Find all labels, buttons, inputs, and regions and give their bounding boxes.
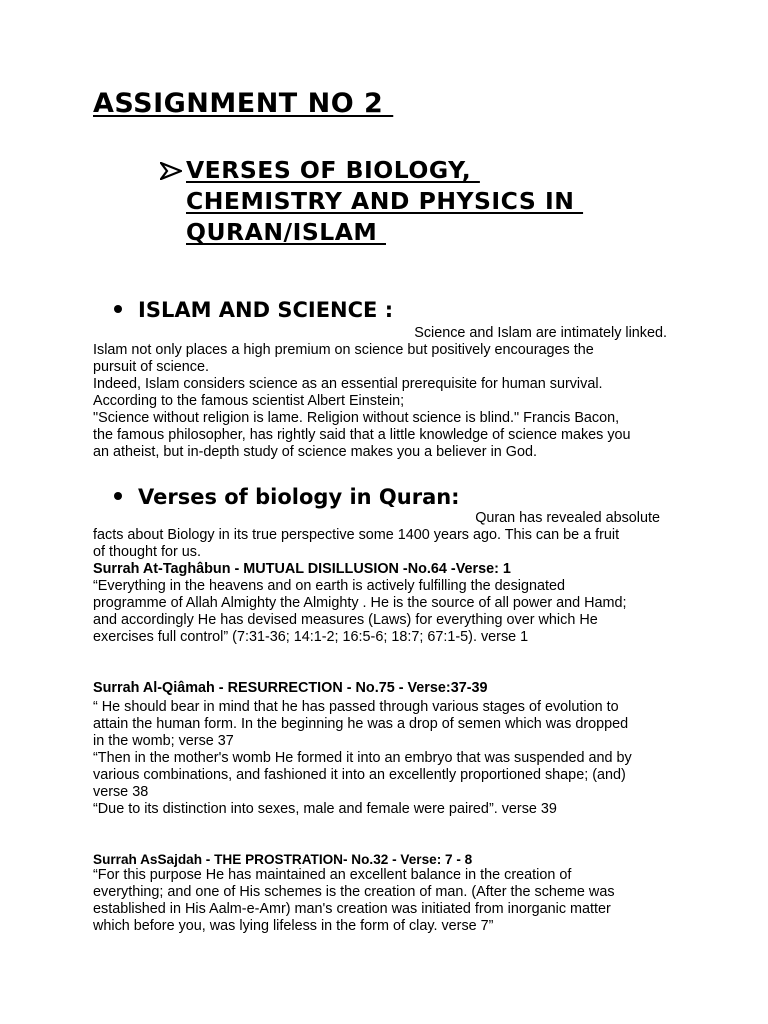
text-line: an atheist, but in-depth study of science makes you a believer in God.	[93, 444, 537, 460]
text-line: everything; and one of His schemes is the creation of man. (After the scheme was	[93, 884, 615, 900]
text-line: Islam not only places a high premium on science but positively encourages the	[93, 342, 594, 358]
text-line: pursuit of science.	[93, 359, 209, 375]
text-line: of thought for us.	[93, 544, 202, 560]
text-line: various combinations, and fashioned it into an excellently proportioned shape; (and)	[93, 767, 626, 783]
subheading-line: QURAN/ISLAM	[186, 218, 386, 246]
text-line: established in His Aalm-e-Amr) man's creation was initiated from inorganic matter	[93, 901, 611, 917]
section-heading-text: ISLAM AND SCIENCE :	[138, 298, 394, 322]
surah-body	[93, 578, 683, 646]
surah-title: Surrah At-Taghâbun - MUTUAL DISILLUSION -No.64 -Verse: 1	[93, 561, 511, 577]
text-line: exercises full control” (7:31-36; 14:1-2; 16:5-6; 18:7; 67:1-5). verse 1	[93, 629, 529, 645]
text-line: “ He should bear in mind that he has passed through various stages of evolution to	[93, 699, 619, 715]
text-line: "Science without religion is lame. Religion without science is blind." Francis Bacon,	[93, 410, 620, 426]
subheading-line: VERSES OF BIOLOGY,	[186, 156, 480, 184]
text-line: “Then in the mother's womb He formed it into an embryo that was suspended and by	[93, 750, 632, 766]
section-heading-islam-science	[114, 298, 393, 322]
text-line: “Due to its distinction into sexes, male and female were paired”. verse 39	[93, 801, 557, 817]
surah-title: Surrah AsSajdah - THE PROSTRATION- No.32 - Verse: 7 - 8	[93, 852, 473, 867]
section-heading-biology	[114, 485, 460, 509]
text-line: the famous philosopher, has rightly said that a little knowledge of science makes you	[93, 427, 631, 443]
text-line: Indeed, Islam considers science as an essential prerequisite for human survival.	[93, 376, 603, 392]
surah-body	[93, 867, 683, 935]
subheading	[160, 155, 583, 248]
text-line: “For this purpose He has maintained an excellent balance in the creation of	[93, 867, 572, 883]
text-line: “Everything in the heavens and on earth is actively fulfilling the designated	[93, 578, 565, 594]
surah-title: Surrah Al-Qiâmah - RESURRECTION - No.75 - Verse:37-39	[93, 680, 488, 696]
section-body-biology	[93, 510, 683, 561]
surah-body	[93, 699, 683, 818]
text-line: attain the human form. In the beginning he was a drop of semen which was dropped	[93, 716, 629, 732]
bullet-dot-icon	[114, 305, 122, 313]
subheading-line: CHEMISTRY AND PHYSICS IN	[186, 187, 584, 215]
bullet-dot-icon	[114, 492, 122, 500]
text-line: programme of Allah Almighty the Almighty . He is the source of all power and Hamd;	[93, 595, 627, 611]
text-line: verse 38	[93, 784, 149, 800]
text-line: which before you, was lying lifeless in the form of clay. verse 7”	[93, 918, 494, 934]
arrowhead-bullet-icon	[160, 155, 186, 180]
section-heading-text: Verses of biology in Quran:	[138, 485, 460, 509]
text-line: and accordingly He has devised measures (Laws) for everything over which He	[93, 612, 598, 628]
page-title: ASSIGNMENT NO 2	[93, 88, 394, 119]
text-line: Science and Islam are intimately linked.	[414, 325, 667, 341]
section-body-islam-science	[93, 325, 683, 461]
text-line: According to the famous scientist Albert Einstein;	[93, 393, 405, 409]
text-line: Quran has revealed absolute	[475, 510, 660, 526]
text-line: in the womb; verse 37	[93, 733, 234, 749]
text-line: facts about Biology in its true perspective some 1400 years ago. This can be a fruit	[93, 527, 620, 543]
